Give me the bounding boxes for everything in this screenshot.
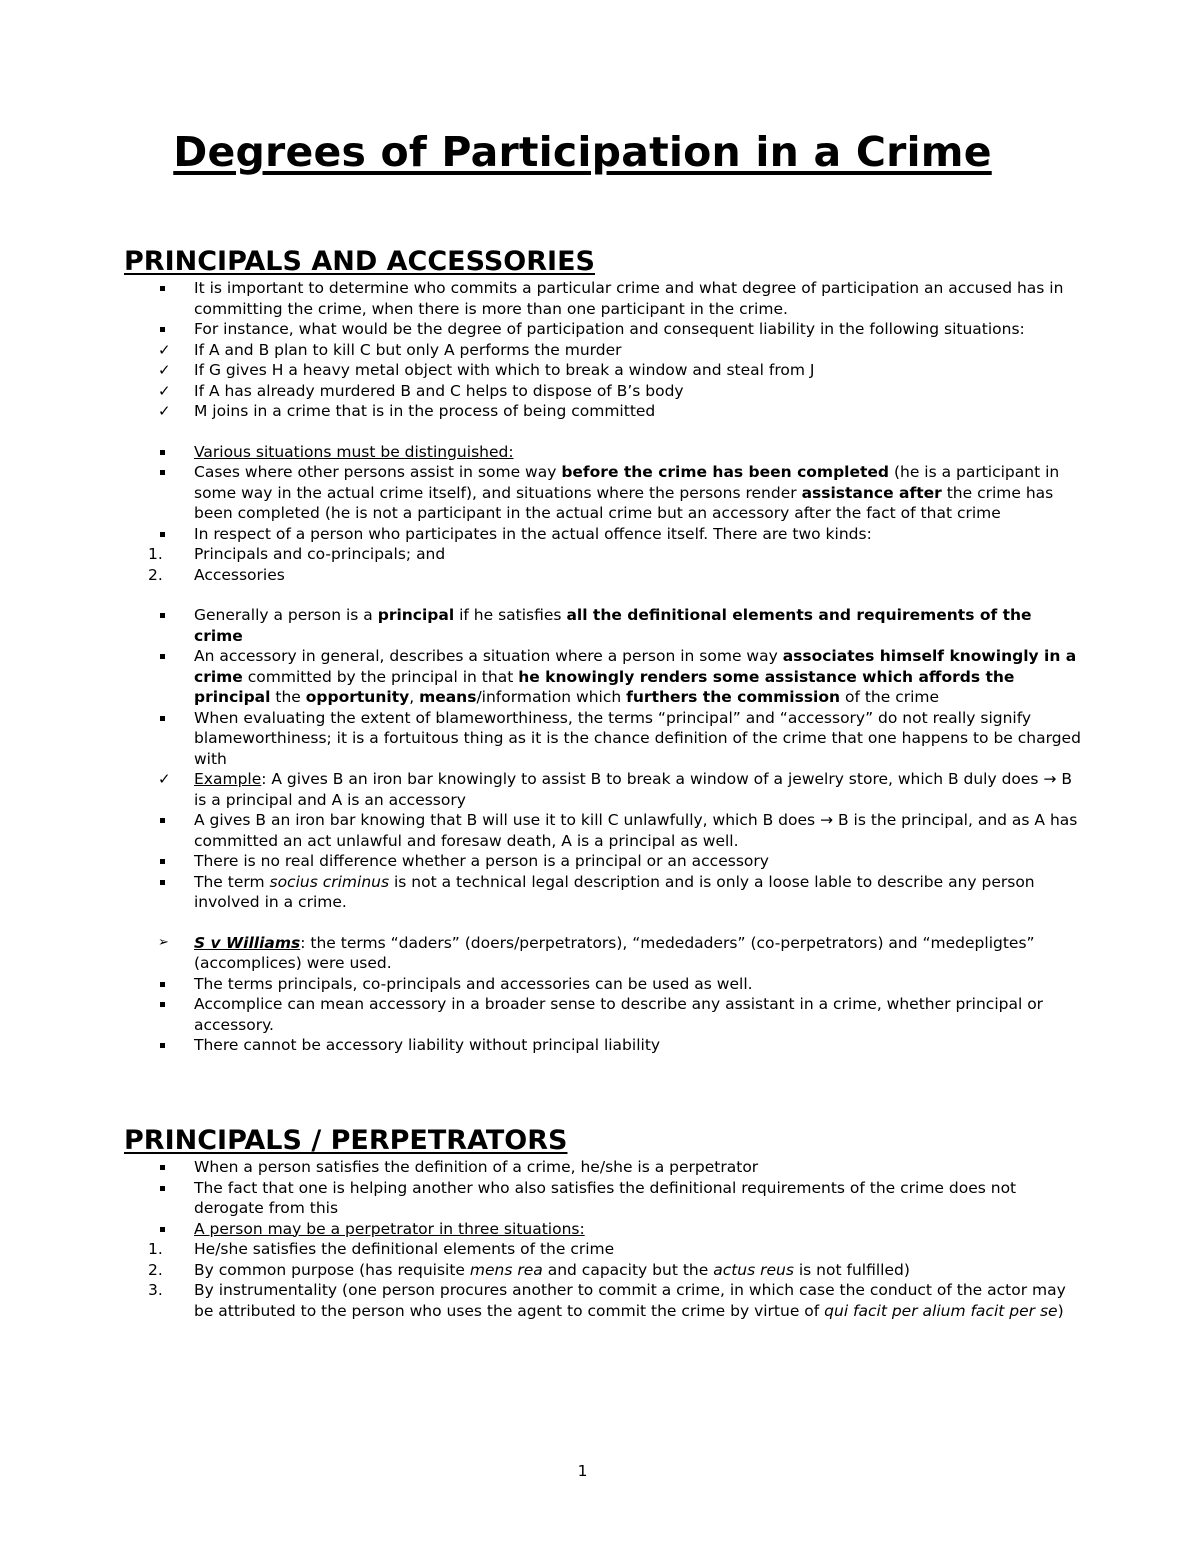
list-item: ✓ M joins in a crime that is in the process of being committed bbox=[124, 401, 1084, 422]
list-item: There is no real difference whether a person is a principal or an accessory bbox=[194, 852, 769, 870]
section-principals-accessories bbox=[124, 246, 1084, 1056]
section-perpetrators bbox=[124, 1125, 1084, 1321]
list-item: ✓ Example: A gives B an iron bar knowingly to assist B to break a window of a jewelry store, which B duly does → B is a principal and A is an accessory bbox=[124, 769, 1084, 810]
list-item: 2. Accessories bbox=[124, 565, 1084, 586]
list-item: An accessory in general, describes a situation where a person in some way associates himself knowingly in a crime committed by the principal in that he knowingly renders some assistance which affords the principal the opportunity, means/information which furthers the commission of the crime bbox=[194, 647, 1077, 706]
list-item: 1. He/she satisfies the definitional elements of the crime bbox=[124, 1239, 1084, 1260]
checkmark-icon: ✓ bbox=[158, 340, 171, 359]
arrow-bullet-icon: ➢ bbox=[158, 934, 169, 950]
list-item: Various situations must be distinguished: bbox=[194, 442, 514, 461]
list-item: ✓ If A and B plan to kill C but only A performs the murder bbox=[124, 340, 1084, 361]
document-title: Degrees of Participation in a Crime bbox=[173, 128, 992, 176]
list-item: Accomplice can mean accessory in a broader sense to describe any assistant in a crime, whether principal or accessory. bbox=[194, 995, 1044, 1034]
list-item: When evaluating the extent of blameworthiness, the terms “principal” and “accessory” do not really signify blameworthiness; it is a fortuitous thing as it is the chance definition of the crime that one happens to be charged with bbox=[194, 708, 1081, 768]
list-number: 2. bbox=[148, 1260, 163, 1279]
list-item: A person may be a perpetrator in three situations: bbox=[194, 1219, 585, 1238]
list-item: When a person satisfies the definition of a crime, he/she is a perpetrator bbox=[194, 1158, 759, 1176]
page-number: 1 bbox=[577, 1462, 588, 1480]
list-item: ✓ If A has already murdered B and C helps to dispose of B’s body bbox=[124, 381, 1084, 402]
list-number: 1. bbox=[148, 1240, 163, 1258]
section-list bbox=[124, 278, 1084, 1056]
list-number: 2. bbox=[148, 565, 163, 584]
list-item: Generally a person is a principal if he satisfies all the definitional elements and requirements of the crime bbox=[194, 606, 1032, 645]
section-heading: PRINCIPALS AND ACCESSORIES bbox=[124, 246, 595, 277]
list-item: 3. By instrumentality (one person procures another to commit a crime, in which case the conduct of the actor may be attributed to the person who uses the agent to commit the crime by virtue of qui facit per alium facit per se) bbox=[124, 1280, 1084, 1321]
list-item: 2. By common purpose (has requisite mens rea and capacity but the actus reus is not fulfilled) bbox=[124, 1260, 1084, 1281]
list-item: The term socius criminus is not a technical legal description and is only a loose lable to describe any person involved in a crime. bbox=[194, 872, 1035, 911]
list-number: 1. bbox=[148, 545, 163, 563]
list-item: Cases where other persons assist in some way before the crime has been completed (he is a participant in some way in the actual crime itself), and situations where the persons render assistance after the crime has been completed (he is not a participant in the actual crime but an accessory after the fact of that crime bbox=[194, 463, 1060, 522]
list-item: The terms principals, co-principals and accessories can be used as well. bbox=[194, 974, 753, 993]
list-item: A gives B an iron bar knowing that B will use it to kill C unlawfully, which B does → B is the principal, and as A has committed an act unlawful and foresaw death, A is a principal as well. bbox=[194, 811, 1078, 850]
section-heading: PRINCIPALS / PERPETRATORS bbox=[124, 1125, 568, 1156]
list-item: There cannot be accessory liability without principal liability bbox=[194, 1036, 661, 1054]
list-item: For instance, what would be the degree of participation and consequent liability in the following situations: bbox=[194, 320, 1025, 338]
list-number: 3. bbox=[148, 1281, 163, 1299]
list-item: The fact that one is helping another who also satisfies the definitional requirements of the crime does not derogate from this bbox=[194, 1178, 1017, 1217]
checkmark-icon: ✓ bbox=[158, 402, 171, 420]
list-item: ➢ S v Williams: the terms “daders” (doers/perpetrators), “mededaders” (co-perpetrators) and “medepligtes” (accomplices) were used. bbox=[124, 933, 1084, 974]
list-item: It is important to determine who commits a particular crime and what degree of participation an accused has in committing the crime, when there is more than one participant in the crime. bbox=[194, 279, 1064, 318]
checkmark-icon: ✓ bbox=[158, 770, 171, 788]
checkmark-icon: ✓ bbox=[158, 361, 171, 379]
list-item: 1. Principals and co-principals; and bbox=[124, 544, 1084, 565]
checkmark-icon: ✓ bbox=[158, 381, 171, 400]
list-item: ✓ If G gives H a heavy metal object with which to break a window and steal from J bbox=[124, 360, 1084, 381]
list-item: In respect of a person who participates in the actual offence itself. There are two kinds: bbox=[194, 524, 872, 543]
section-list bbox=[124, 1157, 1084, 1321]
